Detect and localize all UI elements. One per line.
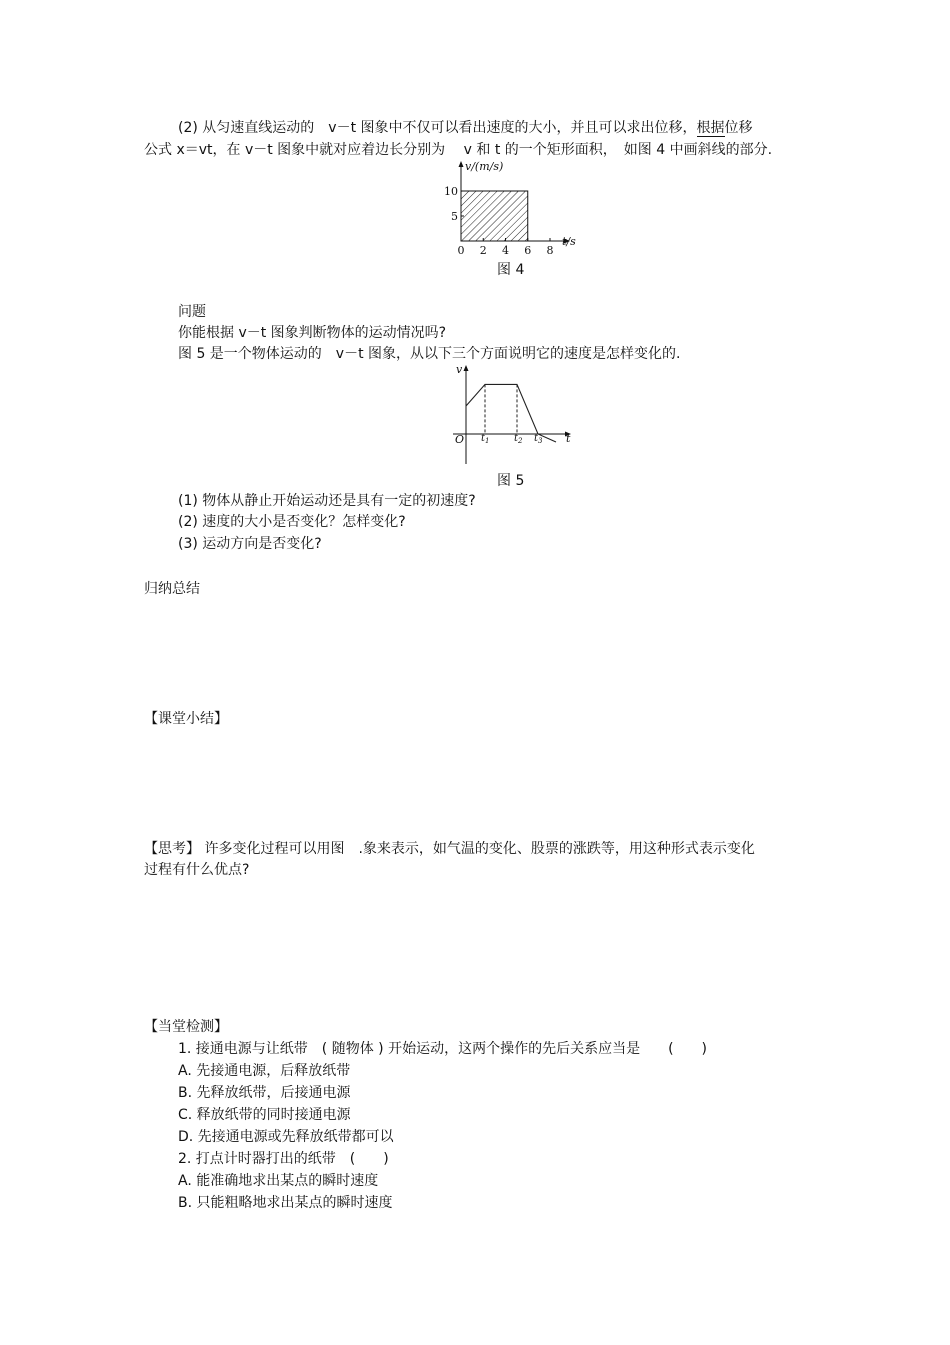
q1-option-c: C. 释放纸带的同时接通电源: [178, 1107, 351, 1123]
v-axis-label: v: [456, 363, 463, 376]
y-axis-label: v/(m/s): [465, 160, 504, 173]
origin-label: O: [455, 433, 465, 446]
summary-heading: 归纳总结: [144, 581, 200, 597]
figure-5-chart: [448, 362, 580, 468]
x-tick-label: 6: [524, 244, 532, 257]
t1-label: $t_1$: [481, 433, 490, 445]
x-tick-label: 0: [457, 244, 465, 257]
y-axis-arrow: [459, 161, 464, 167]
x-tick-label: 4: [502, 244, 509, 257]
q1-option-a: A. 先接通电源，后释放纸带: [178, 1063, 351, 1079]
test-question-1: 1. 接通电源与让纸带 ( 随物体 ) 开始运动，这两个操作的先后关系应当是 ( ): [178, 1041, 708, 1057]
t3-label: $t_3$: [534, 433, 543, 445]
q1-option-d: D. 先接通电源或先释放纸带都可以: [178, 1129, 394, 1145]
q2-option-a: A. 能准确地求出某点的瞬时速度: [178, 1173, 379, 1189]
sub-question-2: (2) 速度的大小是否变化？怎样变化?: [178, 514, 406, 530]
v-axis-arrow: [464, 365, 469, 371]
para2-line1: [178, 119, 753, 137]
sub-question-1: (1) 物体从静止开始运动还是具有一定的初速度?: [178, 493, 476, 509]
figure-4-chart: [438, 158, 588, 258]
x-tick-label: 8: [546, 244, 554, 257]
t-axis-label: t: [566, 432, 571, 445]
t2-label: $t_2$: [514, 433, 523, 445]
velocity-line: [466, 384, 556, 442]
question-text: 你能根据 v－t 图象判断物体的运动情况吗?: [178, 325, 447, 341]
figure-5-caption: 图 5: [497, 473, 525, 489]
para2-line1-text: (2) 从匀速直线运动的 v－t 图象中不仅可以看出速度的大小，并且可以求出位移，: [178, 120, 697, 136]
q1-option-b: B. 先释放纸带，后接通电源: [178, 1085, 351, 1101]
q2-option-b: B. 只能粗略地求出某点的瞬时速度: [178, 1195, 393, 1211]
para2-line1-suffix: 位移: [724, 120, 753, 136]
question-description: 图 5 是一个物体运动的 v－t 图象，从以下三个方面说明它的速度是怎样变化的.: [178, 346, 681, 362]
x-tick-label: 2: [479, 244, 487, 257]
figure-4-caption: 图 4: [497, 262, 525, 278]
test-heading: 【当堂检测】: [144, 1019, 228, 1035]
think-line-1: 【思考】 许多变化过程可以用图 .象来表示，如气温的变化、股票的涨跌等，用这种形式表示变化: [144, 841, 755, 857]
class-summary-heading: 【课堂小结】: [144, 711, 228, 727]
test-question-2: 2. 打点计时器打出的纸带 ( ): [178, 1151, 389, 1167]
question-heading: 问题: [178, 304, 206, 320]
x-axis-label: t/s: [562, 235, 576, 248]
para2-underlined-word: 根据: [696, 120, 725, 136]
y-tick-label: 5: [451, 210, 458, 223]
think-line-2: 过程有什么优点?: [144, 862, 250, 878]
para2-line2: 公式 x＝vt，在 v－t 图象中就对应着边长分别为 v 和 t 的一个矩形面积， 如图 4 中画斜线的部分.: [144, 142, 773, 158]
y-tick-label: 10: [444, 185, 458, 198]
shaded-displacement-area: [461, 191, 528, 241]
sub-question-3: (3) 运动方向是否变化?: [178, 536, 322, 552]
